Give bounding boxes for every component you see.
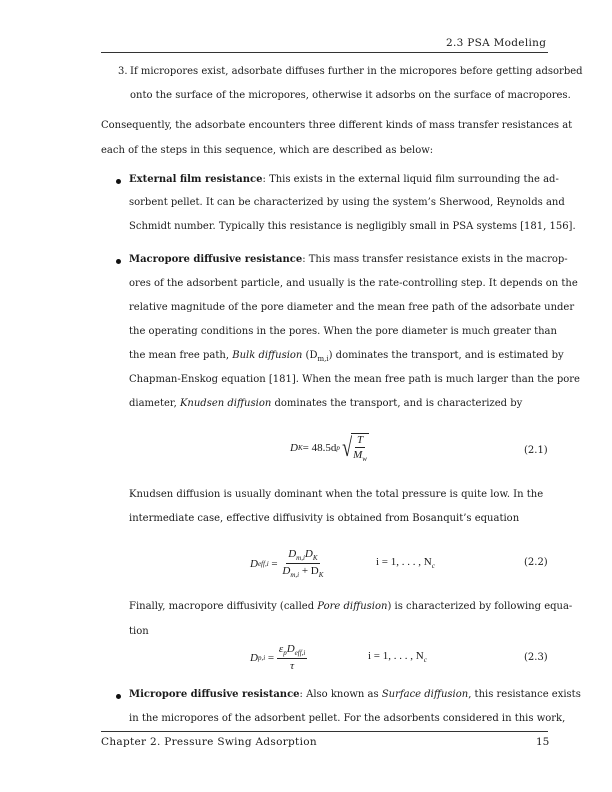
subscript: p,i (257, 653, 266, 662)
emphasis-text: Bulk diffusion (232, 350, 303, 361)
equation-2-1 (290, 433, 369, 463)
equation-condition (376, 556, 435, 570)
bullet-text-line (129, 174, 559, 185)
emphasis-text: Pore diffusion (317, 601, 388, 612)
bullet-text-line: Schmidt number. Typically this resistance is negligibly small in PSA systems [181, 156]. (129, 221, 576, 232)
bullet-title: External film resistance (129, 174, 263, 185)
denominator: τ (290, 660, 295, 673)
bullet-text-line: relative magnitude of the pore diameter and the mean free path of the adsorbate under (129, 302, 575, 313)
subscript: K (312, 554, 318, 563)
text-run: Finally, macropore diffusivity (called (129, 601, 318, 612)
eq-symbol: D (290, 442, 298, 455)
running-footer-chapter: Chapter 2. Pressure Swing Adsorption (101, 736, 317, 748)
fraction (277, 643, 308, 672)
subscript: m,i (290, 571, 300, 580)
subscript: eff,i (257, 559, 269, 568)
eq-coefficient: = 48.5d (302, 442, 337, 455)
running-header: 2.3 PSA Modeling (446, 37, 547, 49)
equation-number: (2.2) (524, 557, 548, 568)
bullet-title: Micropore diffusive resistance (129, 689, 300, 700)
subscript: K (318, 571, 324, 580)
equation-2-2 (250, 548, 325, 579)
bullet-icon (116, 259, 121, 264)
footer-rule (101, 731, 548, 732)
fraction (351, 434, 369, 463)
equals-sign: = (265, 651, 277, 664)
subscript: w (362, 455, 367, 464)
paragraph-line: tion (129, 626, 149, 637)
equation-number: (2.1) (524, 445, 548, 456)
numerator: T (356, 434, 364, 446)
numerator: ε (278, 643, 284, 655)
subscript: m,i (296, 554, 305, 563)
equals-sign: = (268, 557, 281, 570)
text-run: : Also known as (299, 689, 382, 700)
subscript: m,i (317, 355, 329, 363)
header-rule (101, 52, 548, 53)
subscript: eff,i (294, 649, 306, 658)
emphasis-text: Surface diffusion (381, 689, 469, 700)
bullet-text-line (129, 398, 522, 409)
eq-symbol: D (250, 557, 258, 570)
emphasis-text: Knudsen diffusion (179, 398, 272, 409)
text-run: dominates the transport, and is characterized by (271, 398, 523, 409)
equation-2-3 (250, 643, 307, 672)
bullet-title: Macropore diffusive resistance (129, 254, 303, 265)
bullet-text-line: in the micropores of the adsorbent pellet. For the adsorbents considered in this work, (129, 713, 566, 724)
bullet-text-line: ores of the adsorbent particle, and usually is the rate-controlling step. It depends on the (129, 278, 578, 289)
paragraph-line: Consequently, the adsorbate encounters three different kinds of mass transfer resistances at (101, 120, 573, 131)
denominator: M (353, 449, 363, 461)
subscript: c (423, 656, 427, 665)
bullet-icon (116, 694, 121, 699)
subscript: p (336, 444, 340, 453)
text-run: (D (302, 350, 318, 361)
numerator: D (304, 548, 313, 560)
denominator: + D (299, 565, 319, 578)
list-item-text-line: If micropores exist, adsorbate diffuses further in the micropores before getting adsorbed (130, 66, 583, 77)
text-run: ) dominates the transport, and is estimated by (328, 350, 564, 361)
paragraph-line (129, 601, 572, 612)
equation-number: (2.3) (524, 652, 548, 663)
page-number: 15 (536, 736, 550, 748)
subscript: K (297, 444, 303, 453)
text-run: ) is characterized by following equa- (387, 601, 573, 612)
condition-text: i = 1, . . . , N (368, 650, 424, 662)
condition-text: i = 1, . . . , N (376, 556, 432, 568)
bullet-icon (116, 179, 121, 184)
paragraph-line: Knudsen diffusion is usually dominant when the total pressure is quite low. In the (129, 489, 544, 500)
list-item-text-line: onto the surface of the micropores, otherwise it adsorbs on the surface of macropores. (130, 90, 571, 101)
sqrt-symbol: √ $\frac{T}{M_w}$ (341, 433, 367, 464)
equation-condition (368, 650, 427, 664)
paragraph-line: each of the steps in this sequence, which are described as below: (101, 145, 434, 156)
bullet-text-line (129, 254, 568, 265)
paragraph-line: intermediate case, effective diffusivity is obtained from Bosanquit’s equation (129, 513, 520, 524)
eq-symbol: D (250, 651, 258, 664)
numerator: D (286, 643, 295, 655)
numerator: D (288, 548, 297, 560)
bullet-text-line: the operating conditions in the pores. When the pore diameter is much greater than (129, 326, 557, 337)
bullet-text: : This exists in the external liquid film surrounding the ad- (262, 174, 559, 185)
subscript: c (431, 562, 435, 571)
list-item-number: 3. (118, 66, 128, 77)
bullet-text-line (129, 689, 581, 700)
text-run: the mean free path, (129, 350, 233, 361)
bullet-text-line: sorbent pellet. It can be characterized by using the system’s Sherwood, Reynolds and (129, 197, 565, 208)
text-run: , this resistance exists (468, 689, 581, 700)
bullet-text-line (129, 350, 564, 363)
fraction (280, 548, 325, 579)
denominator: D (282, 565, 291, 578)
bullet-text: : This mass transfer resistance exists in the macrop- (302, 254, 568, 265)
bullet-text-line: Chapman-Enskog equation [181]. When the mean free path is much larger than the pore (129, 374, 580, 385)
subscript: p (283, 649, 287, 658)
text-run: diameter, (129, 398, 180, 409)
